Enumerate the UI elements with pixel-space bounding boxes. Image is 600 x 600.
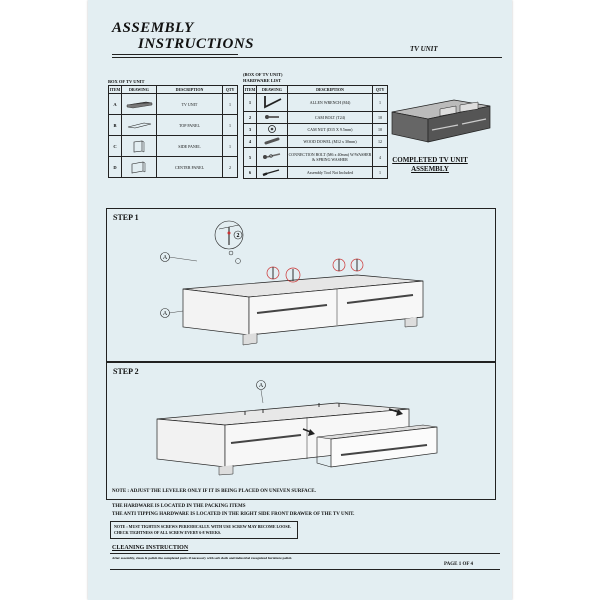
wood-dowel-icon	[259, 136, 285, 146]
table-row	[244, 94, 388, 112]
step-1-diagram	[107, 209, 495, 361]
header-drawing: DRAWING	[121, 86, 156, 94]
qty-cell: 1	[223, 115, 238, 136]
description-cell: CENTER PANEL	[156, 157, 222, 178]
hardware-table-header	[244, 86, 388, 94]
tighten-note-line-2: CHECK TIGHTNESS OF ALL SCREW EVERY 6-8 WEEKS.	[114, 530, 222, 535]
description-cell: SIDE PANEL	[156, 136, 222, 157]
hardware-table	[243, 85, 388, 179]
table-row	[109, 115, 238, 136]
anti-tipping-text: THE ANTI TIPPING HARDWARE IS LOCATED IN THE RIGHT SIDE FRONT DRAWER OF THE TV UNIT.	[112, 512, 355, 517]
item-cell: 4	[244, 136, 257, 148]
instruction-sheet	[88, 0, 512, 600]
drawing-cell	[256, 112, 287, 124]
item-cell: 3	[244, 124, 257, 136]
qty-cell: 1	[223, 94, 238, 115]
footer-rule	[110, 569, 500, 570]
completed-line-1: COMPLETED TV UNIT	[392, 156, 468, 164]
title-line-2: INSTRUCTIONS	[138, 36, 255, 52]
qty-cell: 1	[223, 136, 238, 157]
description-cell: TOP PANEL	[156, 115, 222, 136]
qty-cell: 12	[373, 136, 388, 148]
top-panel-drawing-icon	[124, 120, 154, 130]
tv-unit-drawing-icon	[124, 99, 154, 109]
description-cell: CONNECTION BOLT (M6 x 40mm) W/WASHER & SPRING WASHER	[287, 148, 372, 167]
table-row	[244, 167, 388, 179]
qty-cell: 2	[223, 157, 238, 178]
hardware-caption-2: HARDWARE LIST	[243, 78, 282, 83]
drawing-cell	[121, 136, 156, 157]
header-rule	[112, 57, 502, 58]
table-row	[244, 136, 388, 148]
cam-nut-icon	[259, 124, 285, 134]
step-2-panel	[106, 362, 496, 500]
cleaning-text: After assembly, clean & polish the completed parts if necessary with soft cloth and industrial recognized furniture polish	[112, 556, 292, 560]
side-panel-drawing-icon	[124, 139, 154, 153]
callout-a: A	[258, 383, 264, 389]
header-description: DESCRIPTION	[287, 86, 372, 94]
item-cell: B	[109, 115, 122, 136]
allen-wrench-icon	[259, 94, 285, 110]
box-table-header	[109, 86, 238, 94]
table-row	[109, 157, 238, 178]
table-row	[244, 112, 388, 124]
box-table-caption: BOX OF TV UNIT	[108, 79, 145, 84]
callout-a-side: A	[162, 311, 168, 317]
drawing-cell	[256, 148, 287, 167]
table-row	[244, 124, 388, 136]
header-qty: QTY	[373, 86, 388, 94]
drawing-cell	[256, 124, 287, 136]
leveler-note: NOTE : ADJUST THE LEVELER ONLY IF IT IS BEING PLACED ON UNEVEN SURFACE.	[112, 489, 316, 494]
center-panel-drawing-icon	[124, 160, 154, 174]
step-1-panel	[106, 208, 496, 362]
qty-cell: 1	[373, 167, 388, 179]
table-row	[109, 136, 238, 157]
item-cell: 1	[244, 94, 257, 112]
step-1-label: STEP 1	[113, 213, 139, 222]
cleaning-title: CLEANING INSTRUCTION	[112, 545, 189, 551]
hardware-location-text: THE HARDWARE IS LOCATED IN THE PACKING ITEMS	[112, 504, 246, 509]
header-item: ITEM	[244, 87, 256, 92]
header-qty: QTY	[223, 86, 238, 94]
hardware-caption-1: (BOX OF TV UNIT)	[243, 72, 283, 77]
callout-a-top: A	[162, 255, 168, 261]
title-underline	[112, 54, 238, 55]
page-number: PAGE 1 OF 4	[444, 562, 474, 567]
tighten-note-box	[110, 521, 298, 539]
qty-cell: 10	[373, 124, 388, 136]
description-cell: CAM NUT (D15 X 9.5mm)	[287, 124, 372, 136]
drawing-cell	[256, 167, 287, 179]
qty-cell: 10	[373, 112, 388, 124]
drawing-cell	[256, 94, 287, 112]
item-cell: 2	[244, 112, 257, 124]
screwdriver-icon	[259, 167, 285, 177]
item-cell: D	[109, 157, 122, 178]
qty-cell: 4	[373, 148, 388, 167]
description-cell: ALLEN WRENCH (M4)	[287, 94, 372, 112]
drawing-cell	[121, 157, 156, 178]
description-cell: TV UNIT	[156, 94, 222, 115]
qty-cell: 1	[373, 94, 388, 112]
step-2-label: STEP 2	[113, 367, 139, 376]
table-row	[244, 148, 388, 167]
connection-bolt-icon	[259, 150, 285, 164]
item-cell: 5	[244, 148, 257, 167]
cam-bolt-icon	[259, 112, 285, 122]
description-cell: CAM BOLT (T24)	[287, 112, 372, 124]
completed-line-2: ASSEMBLY	[411, 165, 449, 173]
header-description: DESCRIPTION	[156, 86, 222, 94]
item-cell: A	[109, 94, 122, 115]
description-cell: Assembly Tool Not Included	[287, 167, 372, 179]
description-cell: WOOD DOWEL (M12 x 30mm)	[287, 136, 372, 148]
item-cell: 6	[244, 167, 257, 179]
item-cell: C	[109, 136, 122, 157]
drawing-cell	[121, 115, 156, 136]
completed-tv-unit-drawing	[384, 94, 496, 150]
drawing-cell	[121, 94, 156, 115]
drawing-cell	[256, 136, 287, 148]
table-row	[109, 94, 238, 115]
cleaning-rule	[110, 553, 500, 554]
header-drawing: DRAWING	[256, 86, 287, 94]
box-table	[108, 85, 238, 178]
callout-number: 2	[236, 233, 240, 239]
product-name: TV UNIT	[410, 45, 438, 53]
header-item: ITEM	[109, 87, 121, 92]
step-2-diagram	[107, 363, 495, 499]
tighten-note-line-1: NOTE : MUST TIGHTEN SCREWS PERIODICALLY. WITH USE SCREW MAY BECOME LOOSE.	[114, 524, 292, 529]
title-line-1: ASSEMBLY	[112, 20, 194, 36]
completed-caption	[374, 156, 486, 174]
